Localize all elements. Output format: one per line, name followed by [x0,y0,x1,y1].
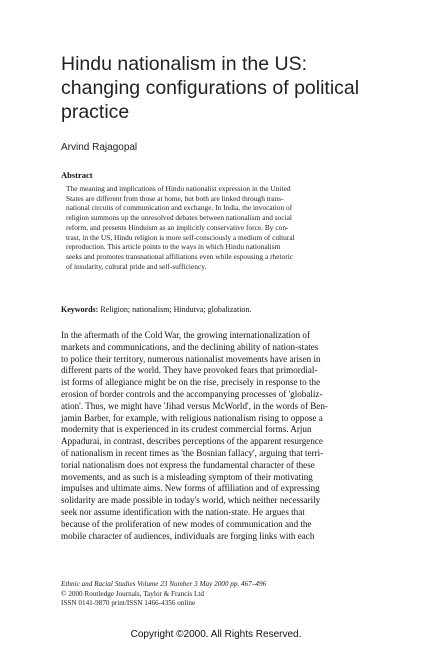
abstract-line: States are different from those at home, but both are linked through trans- [66,193,284,203]
body-line: movements, and as such is a misleading symptom of their motivating [61,471,313,482]
body-line: In the aftermath of the Cold War, the growing internationalization of [61,330,310,340]
body-line: markets and communications, and the declining ability of nation-states [61,341,319,352]
abstract-line: reproduction. This article points to the ways in which Hindu nationalism [66,242,281,252]
body-line: to police their territory, numerous nationalist movements have arisen in [61,353,321,364]
title-line: Hindu nationalism in the US: [61,53,308,75]
body-line: mobile character of audiences, individuals are forging links with each [61,530,315,541]
body-line: impulses and ultimate aims. New forms of affiliation and of expressing [61,483,320,494]
abstract-line: religion summons up the unresolved debates between nationalism and social [66,213,292,223]
keywords-text: Religion; nationalism; Hindutva; globalization. [98,305,252,314]
abstract-line: The meaning and implications of Hindu nationalist expression in the United [66,184,291,193]
abstract-line: of insularity, cultural pride and self-sufficiency. [66,261,207,271]
abstract-heading: Abstract [61,170,93,180]
copyright-notice: Copyright ©2000. All Rights Reserved. [130,629,302,640]
body-line: ist forms of allegiance might be on the rise, precisely in response to the [61,377,321,388]
body-line: solidarity are made possible in today's world, which neither necessarily [61,495,321,506]
issn-line: ISSN 0141-9870 print/ISSN 1466-4356 online [61,599,196,608]
body-line: because of the proliferation of new modes of communication and the [61,518,312,529]
body-line: erosion of border controls and the accompanying processes of 'globaliz- [61,388,323,399]
keywords-label: Keywords: [61,305,99,314]
publication-footer [61,580,266,609]
keywords-line [61,305,251,314]
abstract-line: national circuits of communication and exchange. In India, the invocation of [66,203,293,213]
body-text [61,330,377,542]
body-line: Appadurai, in contrast, describes perceptions of the apparent resurgence [61,436,323,447]
title-line: changing configurations of political [61,77,360,99]
abstract-line: trast, in the US, Hindu religion is more self-consciously a medium of cultural [66,232,295,242]
body-line: torial nationalism does not express the fundamental character of these [61,459,315,470]
body-line: different parts of the world. They have provoked fears that primordial- [61,365,318,376]
abstract-body [66,184,372,271]
body-line: modernity that is experienced in its crudest commercial forms. Arjun [61,424,312,435]
author-name: Arvind Rajagopal [61,142,138,153]
abstract-line: reform, and presents Hinduism as an implicitly conservative force. By con- [66,222,289,232]
body-line: ation'. Thus, we might have 'Jihad versus McWorld', in the words of Ben- [61,400,328,411]
body-line: seek nor assume identification with the nation-state. He argues that [61,506,305,517]
title-line: practice [61,101,130,123]
journal-citation: Ethnic and Racial Studies Volume 23 Number 3 May 2000 pp. 467–496 [61,580,267,588]
body-line: of nationalism in recent times as 'the Bosnian fallacy', arguing that terri- [61,447,324,458]
publisher-line: © 2000 Routledge Journals, Taylor & Francis Ltd [61,589,204,598]
abstract-line: seeks and promotes transnational affiliations even while espousing a rhetoric [66,251,294,261]
article-title [61,52,401,124]
body-line: jamin Barber, for example, with religious nationalism rising to oppose a [61,412,323,423]
